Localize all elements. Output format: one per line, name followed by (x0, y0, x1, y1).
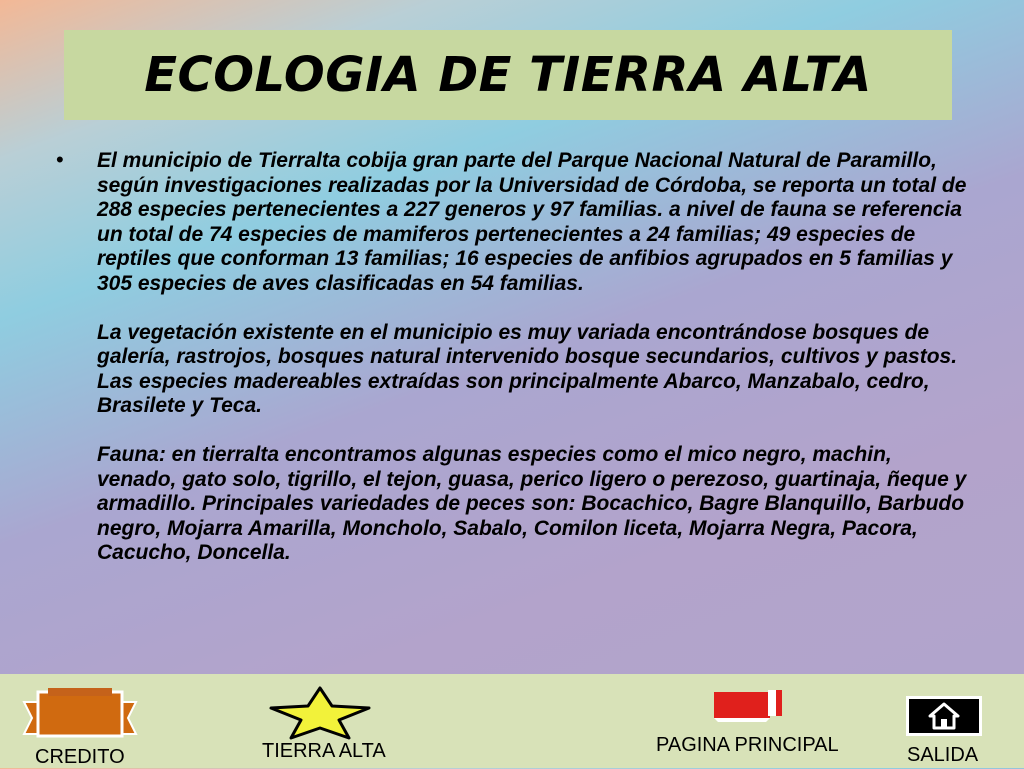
salida-button[interactable] (906, 696, 982, 736)
credito-label: CREDITO (35, 746, 125, 768)
paragraph-fauna: Fauna: en tierralta encontramos algunas especies como el mico negro, machin, venado, gato solo, tigrillo, el tejon, guasa, perico ligero o perezoso, guartinaja, ñeque y armadillo. Principales variedades de peces son: Bocachico, Bagre Blanquillo, Barbudo negro, Mojarra Amarilla, Moncholo, Sabalo, Comilon liceta, Mojarra Negra, Pacora, Cacucho, Doncella. (97, 443, 967, 564)
flag-icon (710, 686, 790, 726)
body-text (97, 149, 967, 566)
page-title: ECOLOGIA DE TIERRA ALTA (144, 47, 872, 103)
title-banner (64, 30, 952, 120)
pagina-principal-button[interactable] (650, 684, 860, 764)
star-icon (265, 684, 375, 740)
bullet-icon: • (56, 147, 64, 172)
tierra-alta-button[interactable] (255, 684, 405, 766)
credito-button[interactable] (20, 684, 140, 768)
ribbon-banner-icon (20, 684, 140, 744)
home-icon (927, 701, 961, 731)
paragraph-flora-fauna-stats: El municipio de Tierralta cobija gran parte del Parque Nacional Natural de Paramillo, según investigaciones realizadas por la Universidad de Córdoba, se reporta un total de 288 especies pertenecientes a 227 generos y 97 familias. a nivel de fauna se referencia un total de 74 especies de mamiferos pertenecientes a 24 familias; 49 especies de reptiles que conforman 13 familias; 16 especies de anfibios agrupados en 5 familias y 305 especies de aves clasificadas en 54 familias. (97, 149, 967, 295)
pagina-principal-label: PAGINA PRINCIPAL (656, 734, 839, 756)
tierra-alta-label: TIERRA ALTA (262, 740, 386, 762)
paragraph-vegetation: La vegetación existente en el municipio es muy variada encontrándose bosques de galería, rastrojos, bosques natural intervenido bosque secundarios, cultivos y pastos. Las especies madereables extraídas son principalmente Abarco, Manzabalo, cedro, Brasilete y Teca. (97, 320, 958, 417)
footer-nav (0, 674, 1024, 768)
salida-label[interactable]: SALIDA (907, 744, 979, 766)
